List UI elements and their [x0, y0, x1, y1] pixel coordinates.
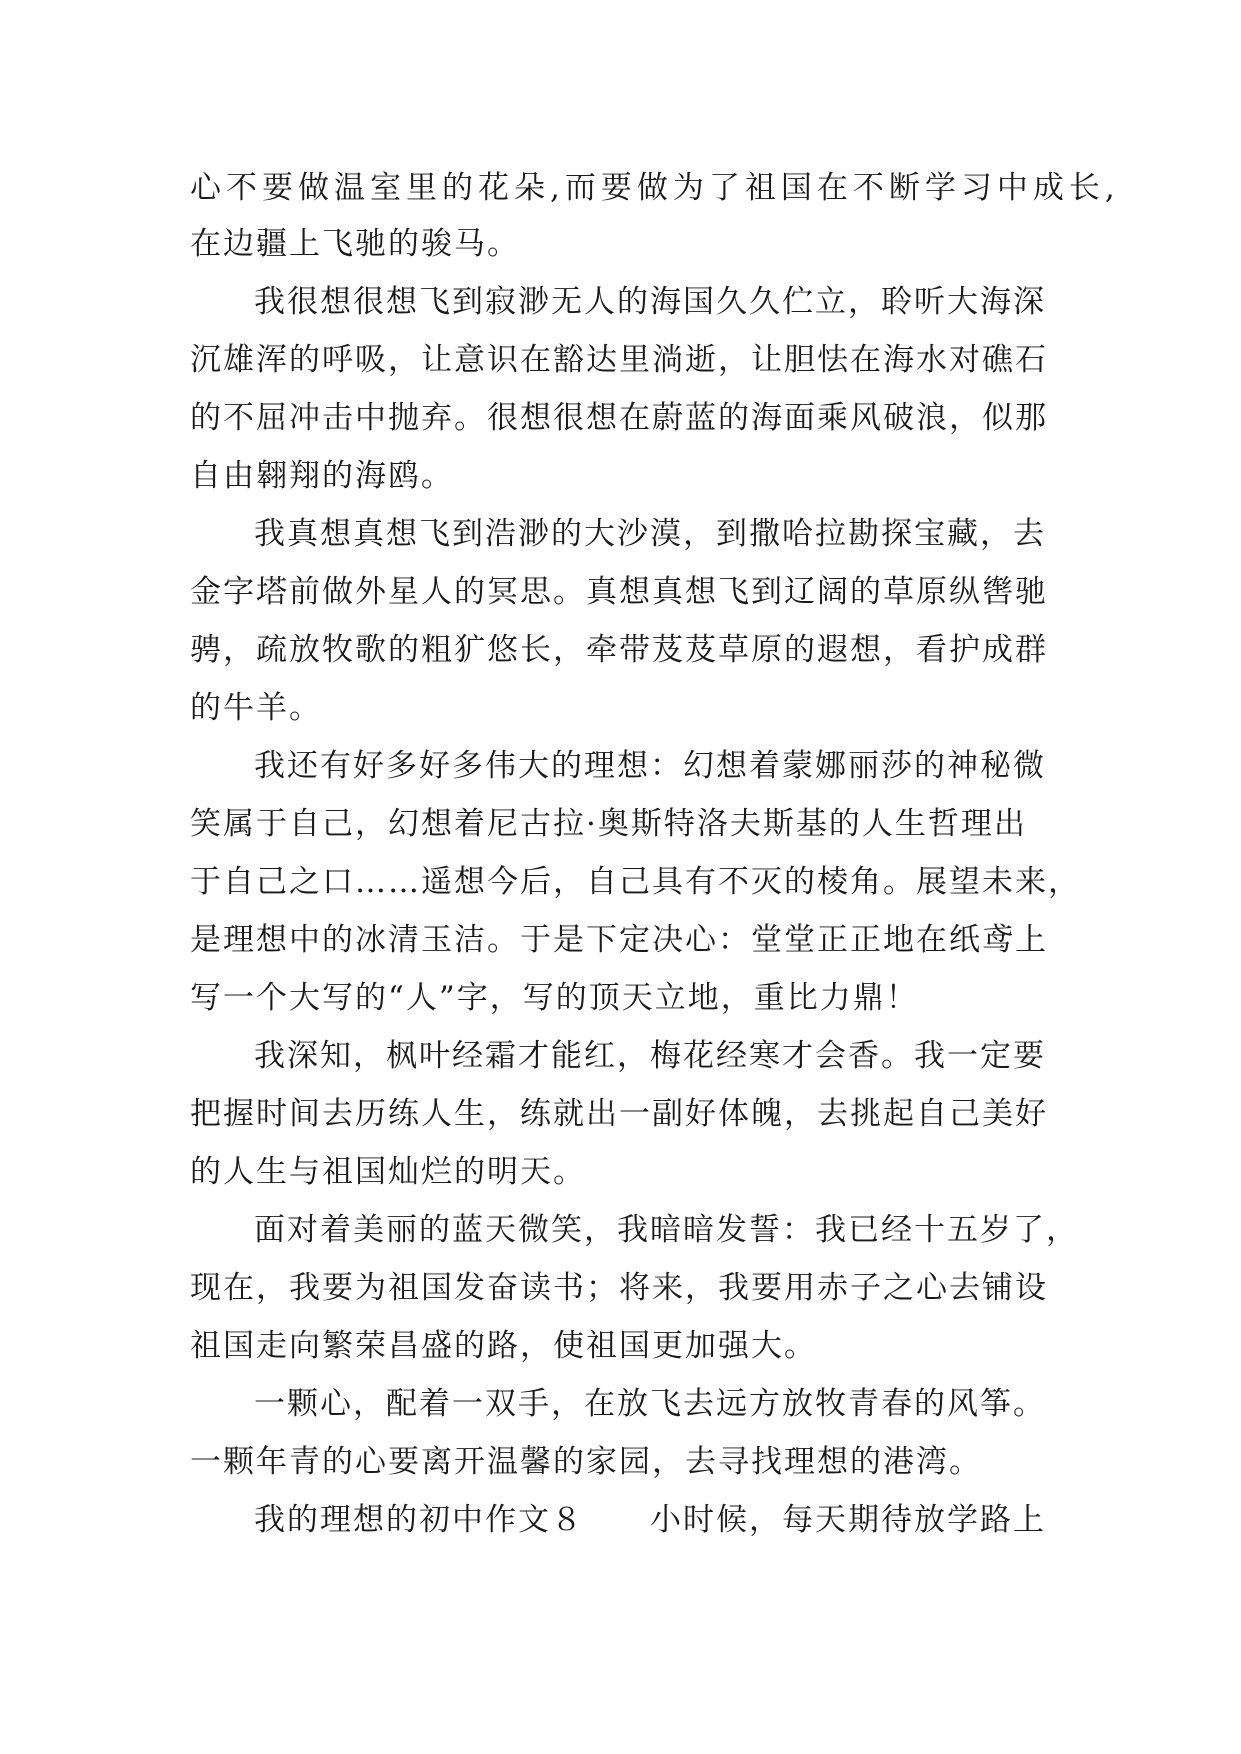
text-line: 的牛羊。 [190, 690, 322, 726]
text-line: 面对着美丽的蓝天微笑，我暗暗发誓：我已经十五岁了， [254, 1212, 1079, 1248]
text-line: 心不要做温室里的花朵,而要做为了祖国在不断学习中成长, [190, 170, 1120, 206]
text-line: 我很想很想飞到寂渺无人的海国久久伫立，聆听大海深 [254, 284, 1046, 320]
text-line: 我真想真想飞到浩渺的大沙漠，到撒哈拉勘探宝藏，去 [254, 516, 1046, 552]
text-line: 我的理想的初中作文８ 小时候，每天期待放学路上 [254, 1502, 1046, 1538]
text-line: 的不屈冲击中抛弃。很想很想在蔚蓝的海面乘风破浪，似那 [190, 400, 1048, 436]
text-line: 于自己之口……遥想今后，自己具有不灭的棱角。展望未来， [190, 864, 1081, 900]
text-line: 把握时间去历练人生，练就出一副好体魄，去挑起自己美好 [190, 1096, 1048, 1132]
text-line: 一颗年青的心要离开温馨的家园，去寻找理想的港湾。 [190, 1444, 982, 1480]
text-line: 的人生与祖国灿烂的明天。 [190, 1154, 586, 1190]
text-line: 祖国走向繁荣昌盛的路，使祖国更加强大。 [190, 1328, 817, 1364]
text-line: 我深知，枫叶经霜才能红，梅花经寒才会香。我一定要 [254, 1038, 1046, 1074]
text-line: 我还有好多好多伟大的理想：幻想着蒙娜丽莎的神秘微 [254, 748, 1046, 784]
text-line: 沉雄浑的呼吸，让意识在豁达里淌逝，让胆怯在海水对礁石 [190, 342, 1048, 378]
text-line: 自由翱翔的海鸥。 [190, 458, 454, 494]
text-line: 在边疆上飞驰的骏马。 [190, 226, 520, 262]
text-line: 写一个大写的“人”字，写的顶天立地，重比力鼎！ [190, 980, 919, 1016]
text-line: 一颗心，配着一双手，在放飞去远方放牧青春的风筝。 [254, 1386, 1046, 1422]
text-line: 是理想中的冰清玉洁。于是下定决心：堂堂正正地在纸鸢上 [190, 922, 1048, 958]
text-line: 笑属于自己，幻想着尼古拉·奥斯特洛夫斯基的人生哲理出 [190, 806, 1027, 842]
text-line: 骋，疏放牧歌的粗犷悠长，牵带芨芨草原的遐想，看护成群 [190, 632, 1048, 668]
text-line: 金字塔前做外星人的冥思。真想真想飞到辽阔的草原纵辔驰 [190, 574, 1048, 610]
text-line: 现在，我要为祖国发奋读书；将来，我要用赤子之心去铺设 [190, 1270, 1048, 1306]
